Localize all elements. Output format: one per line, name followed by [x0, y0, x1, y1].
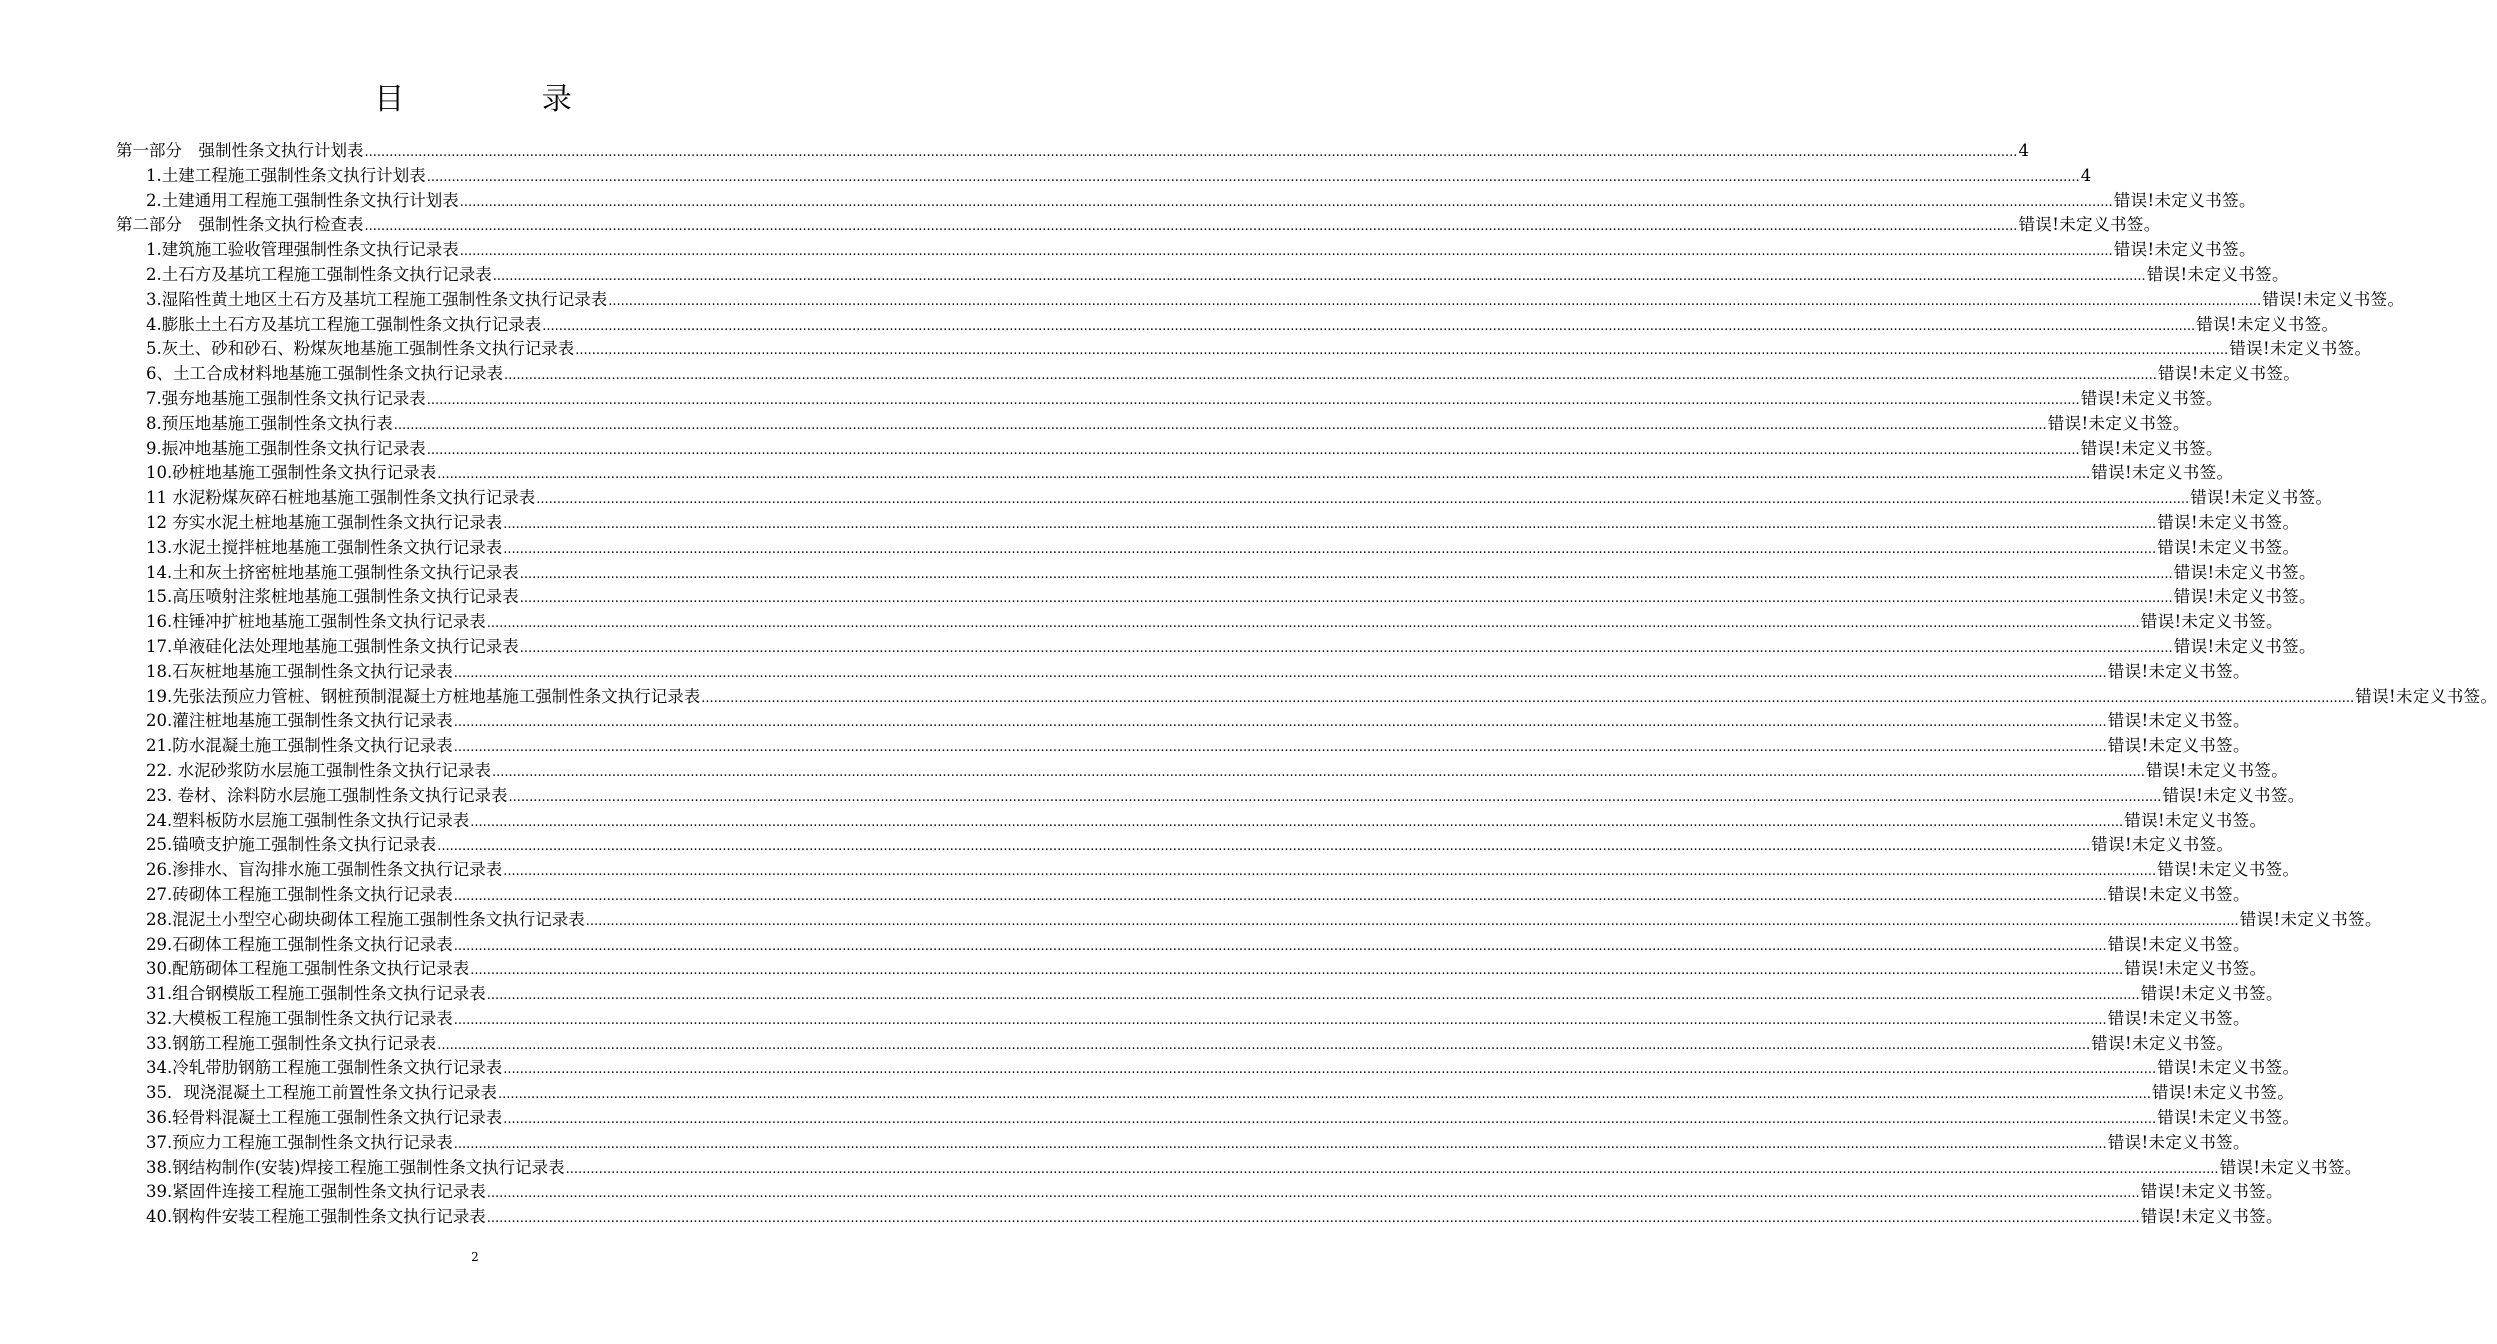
- toc-entry[interactable]: [0, 387, 2223, 412]
- toc-entry-label: 24.塑料板防水层施工强制性条文执行记录表: [146, 810, 470, 830]
- toc-entry[interactable]: [0, 337, 2372, 362]
- toc-entry-page: 错误!未定义书签。: [2157, 1108, 2300, 1128]
- toc-entry-line[interactable]: [146, 1131, 2250, 1158]
- toc-entry-page: 错误!未定义书签。: [2047, 413, 2190, 433]
- toc-entry-line[interactable]: [146, 660, 2250, 687]
- page-title: 目 录: [374, 82, 636, 117]
- toc-entry[interactable]: [0, 486, 2333, 511]
- dot-leader: ................................................................................................................................................................................................................................................................................................................................................................................................................: [453, 1012, 2107, 1028]
- dot-leader: ................................................................................................................................................................................................................................................................................................................................................................................................................: [504, 368, 2157, 384]
- toc-entry[interactable]: [0, 685, 2497, 710]
- toc-entry-page: 4: [2018, 141, 2030, 160]
- toc-entry[interactable]: [0, 1032, 2234, 1057]
- toc-entry[interactable]: [0, 238, 2256, 263]
- dot-leader: ................................................................................................................................................................................................................................................................................................................................................................................................................: [453, 740, 2107, 756]
- toc-entry-page: 错误!未定义书签。: [2157, 364, 2301, 384]
- toc-entry[interactable]: [0, 759, 2289, 784]
- toc-entry-line[interactable]: [146, 486, 2333, 513]
- toc-entry[interactable]: [0, 933, 2250, 958]
- dot-leader: ................................................................................................................................................................................................................................................................................................................................................................................................................: [503, 541, 2157, 557]
- dot-leader: ................................................................................................................................................................................................................................................................................................................................................................................................................: [492, 764, 2145, 780]
- dot-leader: ................................................................................................................................................................................................................................................................................................................................................................................................................: [426, 169, 2080, 185]
- toc-entry-line[interactable]: [146, 685, 2497, 712]
- toc-entry-label: 32.大模板工程施工强制性条文执行记录表: [146, 1008, 453, 1028]
- toc-entry-page: 错误!未定义书签。: [2113, 190, 2256, 210]
- dot-leader: ................................................................................................................................................................................................................................................................................................................................................................................................................: [492, 268, 2146, 284]
- toc-entry-page: 错误!未定义书签。: [2173, 587, 2316, 607]
- toc-entry[interactable]: [0, 1081, 2295, 1106]
- toc-entry-line[interactable]: [146, 1180, 2283, 1207]
- toc-entry[interactable]: [0, 982, 2283, 1007]
- toc-entry-page: 错误!未定义书签。: [2190, 488, 2333, 508]
- toc-entry-label: 22. 水泥砂浆防水层施工强制性条文执行记录表: [146, 760, 491, 780]
- toc-entry-line[interactable]: [146, 461, 2234, 488]
- dot-leader: ................................................................................................................................................................................................................................................................................................................................................................................................................: [453, 715, 2107, 731]
- toc-entry-line[interactable]: [146, 734, 2250, 761]
- toc-entry-label: 34.冷轧带肋钢筋工程施工强制性条文执行记录表: [146, 1058, 503, 1078]
- toc-entry[interactable]: [0, 1106, 2300, 1131]
- toc-entry-line[interactable]: [146, 164, 2092, 191]
- toc-entry-label: 36.轻骨料混凝土工程施工强制性条文执行记录表: [146, 1108, 503, 1128]
- dot-leader: ................................................................................................................................................................................................................................................................................................................................................................................................................: [575, 343, 2229, 359]
- toc-entry-page: 错误!未定义书签。: [2140, 612, 2283, 632]
- toc-entry-page: 错误!未定义书签。: [2107, 1132, 2250, 1152]
- toc-entry-label: 26.渗排水、盲沟排水施工强制性条文执行记录表: [146, 860, 503, 880]
- dot-leader: ................................................................................................................................................................................................................................................................................................................................................................................................................: [486, 1211, 2140, 1227]
- toc-entry-line[interactable]: [146, 1056, 2300, 1083]
- toc-entry-line[interactable]: [146, 511, 2300, 538]
- toc-entry-label: 23. 卷材、涂料防水层施工强制性条文执行记录表: [146, 785, 508, 805]
- toc-entry-page: 错误!未定义书签。: [2018, 215, 2161, 235]
- toc-entry-line[interactable]: [146, 437, 2223, 464]
- toc-entry-page: 错误!未定义书签。: [2080, 438, 2223, 458]
- toc-entry[interactable]: [0, 189, 2256, 214]
- toc-entry-page: 错误!未定义书签。: [2080, 388, 2223, 408]
- dot-leader: ................................................................................................................................................................................................................................................................................................................................................................................................................: [393, 417, 2047, 433]
- toc-entry[interactable]: [0, 635, 2316, 660]
- toc-entry-page: 错误!未定义书签。: [2173, 636, 2316, 656]
- toc-entry-line[interactable]: [146, 957, 2267, 984]
- toc-entry-label: 16.柱锤冲扩桩地基施工强制性条文执行记录表: [146, 612, 486, 632]
- toc-entry[interactable]: [0, 164, 2092, 189]
- toc-entry-label: 2.土建通用工程施工强制性条文执行计划表: [146, 190, 459, 210]
- toc-entry[interactable]: [0, 313, 2339, 338]
- page-number: 2: [471, 1250, 479, 1264]
- toc-entry-label: 第二部分 强制性条文执行检查表: [116, 215, 364, 235]
- dot-leader: ................................................................................................................................................................................................................................................................................................................................................................................................................: [459, 194, 2113, 210]
- toc-entry-page: 错误!未定义书签。: [2157, 1058, 2300, 1078]
- toc-entry-page: 错误!未定义书签。: [2262, 289, 2405, 309]
- toc-entry-page: 错误!未定义书签。: [2157, 537, 2300, 557]
- toc-entry-label: 20.灌注桩地基施工强制性条文执行记录表: [146, 711, 453, 731]
- toc-entry-label: 30.配筋砌体工程施工强制性条文执行记录表: [146, 959, 470, 979]
- dot-leader: ................................................................................................................................................................................................................................................................................................................................................................................................................: [542, 318, 2196, 334]
- dot-leader: ................................................................................................................................................................................................................................................................................................................................................................................................................: [519, 566, 2173, 582]
- dot-leader: ................................................................................................................................................................................................................................................................................................................................................................................................................: [503, 1112, 2157, 1128]
- dot-leader: ................................................................................................................................................................................................................................................................................................................................................................................................................: [437, 1037, 2091, 1053]
- toc-entry-label: 12 夯实水泥土桩地基施工强制性条文执行记录表: [146, 512, 503, 532]
- toc-entry[interactable]: [0, 1156, 2362, 1181]
- toc-entry-label: 5.灰土、砂和砂石、粉煤灰地基施工强制性条文执行记录表: [146, 339, 575, 359]
- toc-entry-page: 错误!未定义书签。: [2173, 562, 2316, 582]
- toc-entry-page: 错误!未定义书签。: [2146, 264, 2289, 284]
- toc-entry-label: 27.砖砌体工程施工强制性条文执行记录表: [146, 884, 453, 904]
- toc-entry-line[interactable]: [146, 809, 2267, 836]
- dot-leader: ................................................................................................................................................................................................................................................................................................................................................................................................................: [503, 516, 2157, 532]
- toc-entry-label: 1.建筑施工验收管理强制性条文执行记录表: [146, 240, 459, 260]
- toc-entry[interactable]: [0, 784, 2305, 809]
- toc-entry-line[interactable]: [146, 238, 2256, 265]
- dot-leader: ................................................................................................................................................................................................................................................................................................................................................................................................................: [565, 1161, 2219, 1177]
- toc-entry[interactable]: [0, 461, 2234, 486]
- toc-entry-label: 3.湿陷性黄土地区土石方及基坑工程施工强制性条文执行记录表: [146, 289, 608, 309]
- toc-entry-label: 4.膨胀土土石方及基坑工程施工强制性条文执行记录表: [146, 314, 542, 334]
- toc-entry-page: 错误!未定义书签。: [2107, 661, 2250, 681]
- toc-entry-label: 1.土建工程施工强制性条文执行计划表: [146, 165, 426, 185]
- dot-leader: ................................................................................................................................................................................................................................................................................................................................................................................................................: [486, 988, 2140, 1004]
- toc-entry-page: 错误!未定义书签。: [2140, 984, 2283, 1004]
- toc-entry-line[interactable]: [116, 213, 2161, 240]
- toc-entry-line[interactable]: [146, 709, 2250, 736]
- toc-entry-page: 错误!未定义书签。: [2091, 1033, 2234, 1053]
- toc-entry-line[interactable]: [146, 362, 2301, 389]
- toc-entry[interactable]: [0, 610, 2283, 635]
- toc-entry-label: 7.强夯地基施工强制性条文执行记录表: [146, 388, 426, 408]
- dot-leader: ................................................................................................................................................................................................................................................................................................................................................................................................................: [437, 839, 2091, 855]
- dot-leader: ................................................................................................................................................................................................................................................................................................................................................................................................................: [453, 665, 2107, 681]
- toc-entry[interactable]: [0, 858, 2300, 883]
- dot-leader: ................................................................................................................................................................................................................................................................................................................................................................................................................: [453, 938, 2107, 954]
- toc-entry-line[interactable]: [146, 908, 2382, 935]
- dot-leader: ................................................................................................................................................................................................................................................................................................................................................................................................................: [519, 640, 2173, 656]
- toc-entry-line[interactable]: [146, 883, 2250, 910]
- dot-leader: ................................................................................................................................................................................................................................................................................................................................................................................................................: [701, 690, 2355, 706]
- toc-entry-line[interactable]: [116, 139, 2030, 166]
- toc-entry-label: 10.砂桩地基施工强制性条文执行记录表: [146, 463, 437, 483]
- toc-entry-label: 35．现浇混凝土工程施工前置性条文执行记录表: [146, 1083, 497, 1103]
- toc-entry[interactable]: [0, 511, 2300, 536]
- toc-entry-page: 错误!未定义书签。: [2107, 934, 2250, 954]
- toc-entry-label: 6、土工合成材料地基施工强制性条文执行记录表: [146, 364, 503, 384]
- toc-entry[interactable]: [0, 362, 2301, 387]
- toc-entry[interactable]: [0, 1180, 2283, 1205]
- toc-entry-line[interactable]: [146, 610, 2283, 637]
- toc-entry-label: 18.石灰桩地基施工强制性条文执行记录表: [146, 661, 453, 681]
- dot-leader: ................................................................................................................................................................................................................................................................................................................................................................................................................: [498, 1087, 2151, 1103]
- toc-entry[interactable]: [0, 561, 2316, 586]
- toc-entry-page: 错误!未定义书签。: [2355, 686, 2497, 706]
- toc-entry-line[interactable]: [146, 759, 2289, 786]
- toc-entry-label: 第一部分 强制性条文执行计划表: [116, 141, 364, 160]
- toc-entry-label: 17.单液硅化法处理地基施工强制性条文执行记录表: [146, 636, 519, 656]
- toc-entry-page: 错误!未定义书签。: [2107, 736, 2250, 756]
- toc-entry-line[interactable]: [146, 933, 2250, 960]
- toc-entry-line[interactable]: [146, 387, 2223, 414]
- toc-entry[interactable]: [0, 908, 2382, 933]
- toc-entry-line[interactable]: [146, 536, 2300, 563]
- toc-entry-line[interactable]: [146, 1032, 2234, 1059]
- toc-entry-line[interactable]: [146, 412, 2190, 439]
- toc-entry-label: 9.振冲地基施工强制性条文执行记录表: [146, 438, 426, 458]
- toc-entry[interactable]: [0, 1131, 2250, 1156]
- toc-entry[interactable]: [0, 883, 2250, 908]
- toc-entry[interactable]: [0, 660, 2250, 685]
- dot-leader: ................................................................................................................................................................................................................................................................................................................................................................................................................: [486, 616, 2140, 632]
- dot-leader: ................................................................................................................................................................................................................................................................................................................................................................................................................: [437, 467, 2091, 483]
- toc-entry-label: 14.土和灰土挤密桩地基施工强制性条文执行记录表: [146, 562, 519, 582]
- toc-entry-label: 29.石砌体工程施工强制性条文执行记录表: [146, 934, 453, 954]
- toc-entry-line[interactable]: [146, 313, 2339, 340]
- dot-leader: ................................................................................................................................................................................................................................................................................................................................................................................................................: [470, 814, 2124, 830]
- toc-entry-page: 错误!未定义书签。: [2162, 785, 2305, 805]
- toc-entry-page: 错误!未定义书签。: [2091, 835, 2234, 855]
- toc-entry-line[interactable]: [146, 833, 2234, 860]
- toc-entry-line[interactable]: [146, 1106, 2300, 1133]
- toc-entry-page: 错误!未定义书签。: [2140, 1182, 2283, 1202]
- dot-leader: ................................................................................................................................................................................................................................................................................................................................................................................................................: [503, 864, 2157, 880]
- toc-entry-line[interactable]: [146, 858, 2300, 885]
- toc-entry-line[interactable]: [146, 1007, 2250, 1034]
- toc-entry[interactable]: [0, 288, 2405, 313]
- toc-entry-page: 错误!未定义书签。: [2091, 463, 2234, 483]
- toc-entry[interactable]: [0, 833, 2234, 858]
- toc-entry-line[interactable]: [146, 189, 2256, 216]
- toc-entry-line[interactable]: [146, 337, 2372, 364]
- toc-entry-page: 错误!未定义书签。: [2107, 1008, 2250, 1028]
- toc-entry-label: 8.预压地基施工强制性条文执行表: [146, 413, 393, 433]
- dot-leader: ................................................................................................................................................................................................................................................................................................................................................................................................................: [486, 1186, 2140, 1202]
- toc-entry-page: 错误!未定义书签。: [2157, 860, 2300, 880]
- toc-entry[interactable]: [0, 1007, 2250, 1032]
- dot-leader: ................................................................................................................................................................................................................................................................................................................................................................................................................: [453, 1136, 2107, 1152]
- toc-entry-label: 28.混泥土小型空心砌块砌体工程施工强制性条文执行记录表: [146, 909, 585, 929]
- dot-leader: ................................................................................................................................................................................................................................................................................................................................................................................................................: [426, 442, 2080, 458]
- toc-entry-page: 错误!未定义书签。: [2124, 959, 2267, 979]
- toc-entry-line[interactable]: [146, 1081, 2295, 1108]
- toc-entry-page: 错误!未定义书签。: [2145, 760, 2289, 780]
- toc-entry[interactable]: [0, 1056, 2300, 1081]
- dot-leader: ................................................................................................................................................................................................................................................................................................................................................................................................................: [453, 888, 2107, 904]
- toc-entry[interactable]: [0, 1205, 2283, 1230]
- toc-entry-page: 错误!未定义书签。: [2124, 810, 2267, 830]
- toc-entry-page: 错误!未定义书签。: [2229, 339, 2372, 359]
- toc-entry-label: 2.土石方及基坑工程施工强制性条文执行记录表: [146, 264, 492, 284]
- toc-entry-line[interactable]: [146, 1156, 2362, 1183]
- toc-entry-label: 15.高压喷射注浆桩地基施工强制性条文执行记录表: [146, 587, 519, 607]
- toc-entry-page: 错误!未定义书签。: [2219, 1157, 2362, 1177]
- toc-entry-page: 错误!未定义书签。: [2157, 512, 2300, 532]
- toc-entry-label: 19.先张法预应力管桩、钢桩预制混凝土方桩地基施工强制性条文执行记录表: [146, 686, 701, 706]
- toc-entry-page: 错误!未定义书签。: [2151, 1083, 2295, 1103]
- toc-entry-line[interactable]: [146, 585, 2316, 612]
- toc-entry-line[interactable]: [146, 784, 2305, 811]
- dot-leader: ................................................................................................................................................................................................................................................................................................................................................................................................................: [508, 789, 2162, 805]
- toc-entry-line[interactable]: [146, 263, 2289, 290]
- toc-entry-page: 错误!未定义书签。: [2140, 1207, 2283, 1227]
- toc-entry-line[interactable]: [146, 288, 2405, 315]
- toc-entry-page: 错误!未定义书签。: [2107, 884, 2250, 904]
- table-of-contents: [0, 139, 2497, 1230]
- toc-entry-page: 错误!未定义书签。: [2239, 909, 2382, 929]
- toc-entry-page: 4: [2080, 165, 2092, 185]
- dot-leader: ................................................................................................................................................................................................................................................................................................................................................................................................................: [470, 963, 2124, 979]
- toc-entry-label: 25.锚喷支护施工强制性条文执行记录表: [146, 835, 437, 855]
- toc-entry[interactable]: [0, 263, 2289, 288]
- toc-entry[interactable]: [0, 437, 2223, 462]
- toc-entry-label: 40.钢构件安装工程施工强制性条文执行记录表: [146, 1207, 486, 1227]
- toc-entry[interactable]: [0, 957, 2267, 982]
- dot-leader: ................................................................................................................................................................................................................................................................................................................................................................................................................: [459, 244, 2113, 260]
- toc-entry-label: 13.水泥土搅拌桩地基施工强制性条文执行记录表: [146, 537, 503, 557]
- toc-entry-label: 33.钢筋工程施工强制性条文执行记录表: [146, 1033, 437, 1053]
- toc-entry-page: 错误!未定义书签。: [2113, 240, 2256, 260]
- toc-entry[interactable]: [0, 709, 2250, 734]
- dot-leader: ................................................................................................................................................................................................................................................................................................................................................................................................................: [536, 492, 2190, 508]
- toc-entry[interactable]: [0, 809, 2267, 834]
- toc-entry-page: 错误!未定义书签。: [2107, 711, 2250, 731]
- toc-entry-label: 21.防水混凝土施工强制性条文执行记录表: [146, 736, 453, 756]
- toc-entry[interactable]: [0, 412, 2190, 437]
- dot-leader: ................................................................................................................................................................................................................................................................................................................................................................................................................: [503, 1062, 2157, 1078]
- toc-entry[interactable]: [0, 536, 2300, 561]
- toc-entry-line[interactable]: [146, 561, 2316, 588]
- toc-entry-line[interactable]: [146, 635, 2316, 662]
- toc-entry-page: 错误!未定义书签。: [2196, 314, 2339, 334]
- toc-entry-line[interactable]: [146, 982, 2283, 1009]
- toc-entry[interactable]: [0, 585, 2316, 610]
- dot-leader: ................................................................................................................................................................................................................................................................................................................................................................................................................: [426, 392, 2080, 408]
- dot-leader: ................................................................................................................................................................................................................................................................................................................................................................................................................: [364, 145, 2018, 160]
- toc-entry-label: 39.紧固件连接工程施工强制性条文执行记录表: [146, 1182, 486, 1202]
- toc-entry[interactable]: [0, 213, 2161, 238]
- toc-entry[interactable]: [0, 734, 2250, 759]
- toc-entry-label: 31.组合钢模版工程施工强制性条文执行记录表: [146, 984, 486, 1004]
- toc-entry[interactable]: [0, 139, 2030, 164]
- toc-entry-line[interactable]: [146, 1205, 2283, 1232]
- dot-leader: ................................................................................................................................................................................................................................................................................................................................................................................................................: [519, 591, 2173, 607]
- toc-entry-label: 38.钢结构制作(安装)焊接工程施工强制性条文执行记录表: [146, 1157, 565, 1177]
- dot-leader: ................................................................................................................................................................................................................................................................................................................................................................................................................: [585, 913, 2239, 929]
- dot-leader: ................................................................................................................................................................................................................................................................................................................................................................................................................: [608, 293, 2262, 309]
- toc-entry-label: 37.预应力工程施工强制性条文执行记录表: [146, 1132, 453, 1152]
- toc-entry-label: 11 水泥粉煤灰碎石桩地基施工强制性条文执行记录表: [146, 488, 536, 508]
- dot-leader: ................................................................................................................................................................................................................................................................................................................................................................................................................: [364, 219, 2018, 235]
